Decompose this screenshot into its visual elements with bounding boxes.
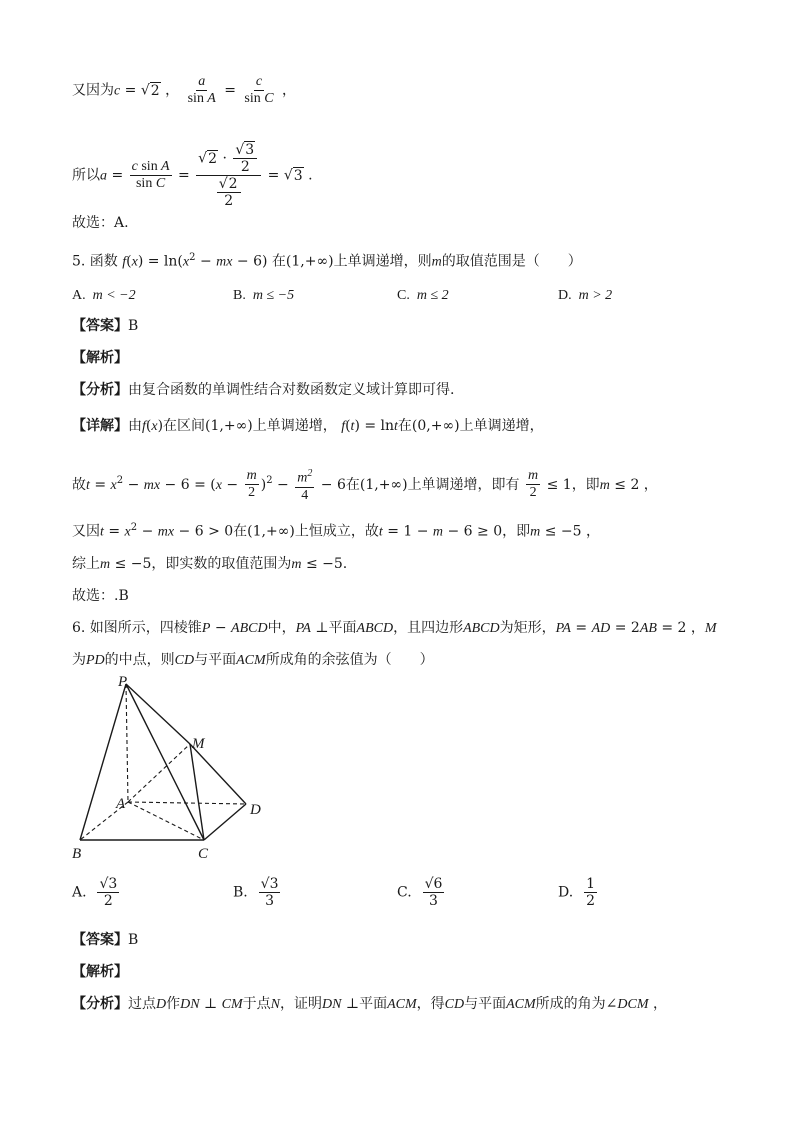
option-6-a[interactable]: A. $\frac{√3}{2}$ <box>72 876 118 909</box>
question-6-line-2: 为PD的中点，则CD与平面ACM所成角的余弦值为（ ） <box>72 652 434 668</box>
edge-md <box>190 744 246 804</box>
line-c-sine-rule: 又因为c = √2 ， $\frac{a}{\text{sin A}}$ = $\frac{c}{\text{sin C}}$ ， <box>72 74 297 106</box>
edge-cd <box>204 804 246 840</box>
line-a-result: 所以a = $\frac{\text{c sin A}}{\text{sin C}}$ = √2 · $\frac{√3}{2}$ $\frac{√2}{2}$ = √3 . <box>72 142 313 209</box>
answer-6: 【答案】B <box>72 932 139 948</box>
label-a: A <box>116 796 126 812</box>
label-b: B <box>72 846 82 862</box>
xiangjie-line-2: 故$t = x^2$ − mx − 6 = (x − $\frac{m}{2}$ )$^2$ − $\frac{m^2}{4}$ − 6在(1,+∞)上单调递增，即有 $\frac{m}{2}$ ≤ 1，即m ≤ 2 ， <box>72 468 658 503</box>
xiangjie-line-1: 【详解】由f(x)在区间(1,+∞)上单调递增， f(t) = lnt在(0,+∞)上单调递增， <box>72 418 544 434</box>
option-6-c[interactable]: C. $\frac{√6}{3}$ <box>397 876 443 909</box>
edge-pb <box>80 684 126 840</box>
option-5-a[interactable]: A. m < −2 <box>72 288 136 303</box>
label-p: P <box>118 674 128 690</box>
choose-b-5: 故选：.B <box>72 588 129 604</box>
option-5-d[interactable]: D. m > 2 <box>558 288 613 303</box>
edge-ad-hidden <box>128 802 246 804</box>
label-m: M <box>192 736 205 752</box>
label-c: C <box>198 846 209 862</box>
option-5-b[interactable]: B. m ≤ −5 <box>233 288 295 303</box>
label-d: D <box>250 802 261 818</box>
pyramid-figure <box>68 672 278 864</box>
analysis-5: 【解析】 <box>72 350 128 366</box>
analysis-6: 【解析】 <box>72 964 128 980</box>
edge-pm <box>126 684 190 744</box>
edge-ac-hidden <box>128 802 204 840</box>
option-6-d[interactable]: D. $\frac{1}{2}$ <box>558 876 596 909</box>
fenxi-5: 【分析】由复合函数的单调性结合对数函数定义域计算即可得. <box>72 382 455 398</box>
fenxi-6: 【分析】过点D作DN ⊥ CM于点N，证明DN ⊥平面ACM，得CD与平面ACM所成的角为∠DCM ， <box>72 996 667 1012</box>
question-6-line-1: 6. 如图所示，四棱锥P − ABCD中，PA ⊥平面ABCD，且四边形ABCD为矩形，PA = AD = 2AB = 2 ，M <box>72 620 717 636</box>
question-5: 5. 函数 $f(x) = \ln(x^2$ − mx − 6) 在(1,+∞)上单调递增，则m的取值范围是（ ） <box>72 252 582 270</box>
xiangjie-line-3: 又因$t = x^2$ − mx − 6 > 0在(1,+∞)上恒成立，故t = 1 − m − 6 ≥ 0，即m ≤ −5 ， <box>72 522 600 540</box>
line-choose-a: 故选：A. <box>72 215 129 231</box>
option-6-b[interactable]: B. $\frac{√3}{3}$ <box>233 876 279 909</box>
answer-5: 【答案】B <box>72 318 139 334</box>
edge-pa-hidden <box>126 684 128 802</box>
xiangjie-line-4: 综上m ≤ −5，即实数的取值范围为m ≤ −5. <box>72 556 348 572</box>
option-5-c[interactable]: C. m ≤ 2 <box>397 288 449 303</box>
